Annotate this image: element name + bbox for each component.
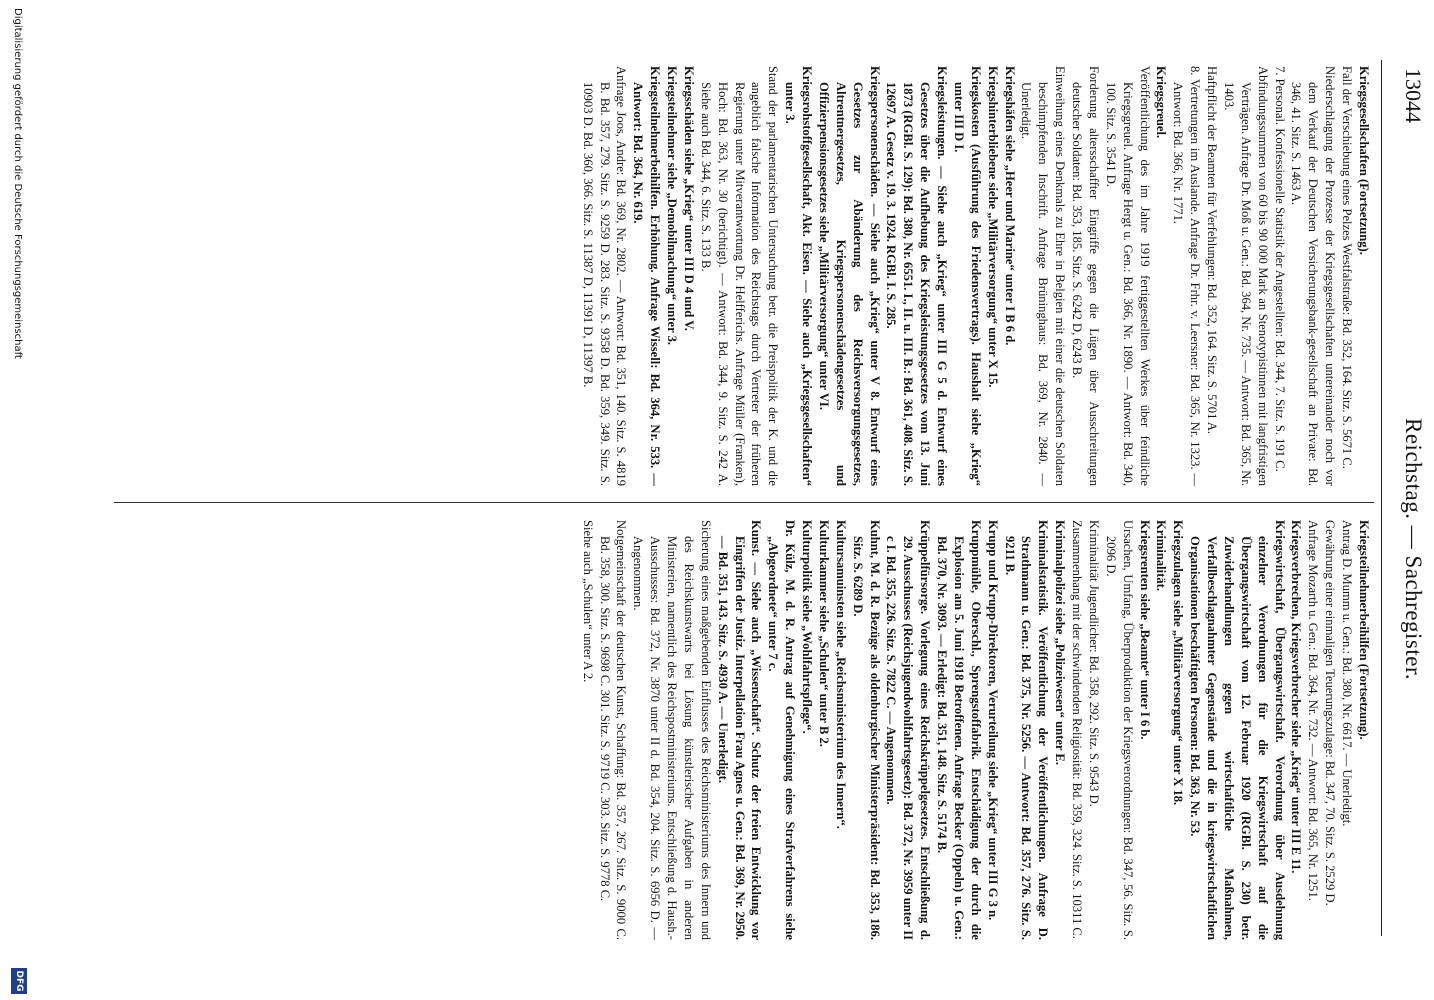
index-entry: 7. Personal. Konfessionelle Statistik der Angestellten: Bd. 344, 7. Sitz. S. 191 C. <box>1272 66 1287 472</box>
index-entry: Kriegsverbrechen, Kriegsverbrecher siehe „Krieg“ unter III E 11. <box>1289 520 1304 874</box>
index-entry: Kriegsteilnehmerbeihilfen (Fortsetzung). <box>1357 520 1371 740</box>
index-entry: Stand der parlamentarischen Untersuchung betr. die Preispolitik der K. und die angeblich falsche Information des Reichstags durch Vertreter der früheren Regierung unter Mitverantwortung Dr. Helfferichs. Anfrage Müller (Franken), Hoch: Bd. 363, Nr. 30 (berichtigt). — Antwort: Bd. 344, 9. Sitz. S. 242 A. Siehe auch Bd. 344, 6. Sitz. S. 133 B. <box>698 66 781 486</box>
index-entry: Krüppelfürsorge. Vorlegung eines Reichskrüppelgesetzes. Entschließung d. 29. Ausschusses (Reichsjugendwohlfahrtsgesetz): Bd. 372, Nr. 3959 unter II c I. Bd. 355, 226. Sitz. S. 7822 C. — Angenommen. <box>884 520 933 940</box>
index-entry: Sicherung eines maßgebenden Einflusses des Reichsministeriums des Innern und des Reichskunstwarts bei Lösung künstlerischer Aufgaben in anderen Ministerien, namentlich des Reichspostministeriums. Entschließung d. Haush.-Ausschusses: Bd. 372, Nr. 3870 unter II d. Bd. 354, 204. Sitz. S. 6956 D. — Angenommen. <box>631 520 713 940</box>
column-divider <box>114 502 1374 503</box>
index-entry: Kriminalstatistik. Veröffentlichung der Veröffentlichungen. Anfrage D. Strathmann u. Gen.: Bd. 375, Nr. 5256. — Antwort: Bd. 357, 276. Sitz. S. 9211 B. <box>1002 520 1051 940</box>
index-entry: Kriegskosten (Ausführung des Friedensvertrags). Haushalt siehe „Krieg“ unter III D I. <box>952 66 983 486</box>
index-entry: Forderung altersschaffter Eingriffe gegen die Lügen über Ausschreitungen deutscher Soldaten: Bd. 353, 185. Sitz. S. 6242 D, 6243 B. <box>1070 66 1101 486</box>
index-entry: Kriminalpolizei siehe „Polizeiwesen“ unter E. <box>1053 520 1068 765</box>
index-entry: Kriegsrenten siehe „Beamte“ unter I 6 b. <box>1137 520 1152 740</box>
index-entry: Zusammenhang mit der schwindenden Religiosität: Bd. 359, 324. Sitz. S. 10311 C. <box>1070 520 1085 939</box>
index-entry: Kriegshinterbliebene siehe „Militärversorgung“ unter X 15. <box>985 66 1000 388</box>
index-entry: Gewährung einer einmaligen Teuerungszulage: Bd. 347, 70. Sitz. S. 2529 D. <box>1323 520 1338 906</box>
index-entry: Kriegsschäden siehe „Krieg“ unter III D 4 und V. <box>682 66 696 331</box>
index-entry: Haftpflicht der Beamten für Verfehlungen: Bd. 352, 164. Sitz. S. 5701 A. <box>1205 66 1220 435</box>
index-entry: Kriegsgesellschaften (Fortsetzung). <box>1357 66 1371 255</box>
page-footer <box>4 0 30 1000</box>
page-header <box>1382 0 1434 1000</box>
index-entry: Kuhnt, M. d. R. Bezüge als oldenburgischer Ministerpräsident: Bd. 353, 186. Sitz. S. 6289 D. <box>850 520 882 940</box>
index-entry: Anfrage Joos, Andre: Bd. 369, Nr. 2802. — Antwort: Bd. 351, 140. Sitz. S. 4819 B. Bd. 357, 279. Sitz. S. 9259 D. 283. Sitz. S. 9358 D. Bd. 359, 349. Sitz. S. 10903 D. Bd. 360, 366. Sitz. S. 11387 D, 11391 D, 11397 B. <box>580 66 629 486</box>
dfg-logo: DFG <box>11 968 27 994</box>
index-entry: Kulturkammer siehe „Schulen“ unter B 2. <box>817 520 831 747</box>
index-entry: Veröffentlichung des im Jahre 1919 fertiggestellten Werkes über feindliche Kriegsgreuel. Anfrage Hergt u. Gen.: Bd. 366, Nr. 1890. — Antwort: Bd. 340, 100. Sitz. S. 3541 D. <box>1103 66 1152 486</box>
index-entry: Kulturpolitik siehe „Wohlfahrtspflege“. <box>800 520 815 734</box>
index-entry: Kriegsgreuel. <box>1154 66 1169 139</box>
index-entry: Kruppmühle, Oberschl., Sprengstoffabrik. Entschädigung der durch die Explosion am 5. Juni 1918 Betroffenen. Anfrage Becker (Oppeln) u. Gen.: Bd. 370, Nr. 3093. — Erledigt: Bd. 351, 148. Sitz. S. 5174 B. <box>935 520 983 940</box>
index-entry: Kriegsrohstoffgesellschaft, Akt. Eisen. — Siehe auch „Kriegsgesellschaften“ unter 3. <box>783 66 815 486</box>
left-column <box>112 66 1372 486</box>
index-entry: Einweihung eines Denkmals zu Ehre in Belgien mit einer die deutschen Soldaten beschimpfenden Inschrift. Anfrage Brüninghaus: Bd. 369, Nr. 2840. — Unerledigt. <box>1019 66 1068 486</box>
index-entry: Fall der Verschiebung eines Pelzes Westfalstraße: Bd. 352, 164. Sitz. S. 5671 C. <box>1340 66 1355 469</box>
index-entry: Kriegsteilnehmer siehe „Demobilmachung“ unter 3. <box>665 66 680 346</box>
index-entry: Notgemeinschaft der deutschen Kunst, Schaffung: Bd. 357, 267. Sitz. S. 9000 C. Bd. 358, 300. Sitz. S. 9698 C. 301. Sitz. S. 9719 C. 303. Sitz. S. 9778 C. <box>597 520 629 940</box>
index-entry: Kultursamuinsten siehe „Reichsministerium des Innern“. <box>833 520 848 829</box>
index-entry: 8. Vertretungen im Auslande. Anfrage Dr. Frhr. v. Leersner: Bd. 365, Nr. 1323. — Antwort: Bd. 366, Nr. 1771. <box>1171 66 1203 486</box>
index-entry: Antrag D. Mumm u. Gen.: Bd. 380, Nr. 6617. — Unerledigt. <box>1340 520 1355 827</box>
index-entry: Ursachen, Umfang, Überproduktion der Kriegsverordnungen: Bd. 347, 56. Sitz. S. 2096 D. <box>1103 520 1135 940</box>
index-entry: Kriegspersonenschäden. — Siehe auch „Krieg“ unter V 8. Entwurf eines Gesetzes zur Abänderung des Reichsversorgungsgesetzes, Altrentnergesetzes, Kriegspersonenschädengesetzes und Offizierpensionsgesetzes siehe „Militärversorgung“ unter VI. <box>817 66 882 486</box>
index-entry: Krupp und Krupp-Direktoren, Verurteilung siehe „Krieg“ unter III G 3 n. <box>985 520 1000 921</box>
header-rule <box>1381 60 1382 936</box>
right-column <box>112 520 1372 940</box>
index-entry: Kunst. — Siehe auch „Wissenschaft“. Schutz der freien Entwicklung vor Eingriffen der Justiz. Interpellation Frau Agnes u. Gen.: Bd. 369, Nr. 2950. — Bd. 351, 143. Sitz. S. 4930 A. — Unerledigt. <box>715 520 764 940</box>
index-entry: Kriegshäfen siehe „Heer und Marine“ unter I B 6 d. <box>1002 66 1017 346</box>
index-entry: Abfindungssummen von 60 bis 90 000 Mark an Stenotypistinnen mit langfristigen Verträgen. Anfrage Dr. Moß u. Gen.: Bd. 364, Nr. 735. — Antwort: Bd. 365, Nr. 1403. <box>1222 66 1270 486</box>
index-entry: Kriegszulagen siehe „Militärversorgung“ unter X 18. <box>1171 520 1186 806</box>
index-entry: Niederschlagung der Prozesse der Kriegsgesellschaften untereinander noch vor dem Verkauf der Deutschen Versicherungsbank-gesellschaft an Private: Bd. 346, 41. Sitz. S. 1463 A. <box>1289 66 1338 486</box>
footer-text: Digitalisierung gefördert durch die Deutsche Forschungsgemeinschaft <box>12 8 23 359</box>
index-entry: Kriminalität Jugendlicher: Bd. 358, 292. Sitz. S. 9543 D. <box>1087 520 1101 807</box>
index-entry: Dr. Külz, M. d. R. Antrag auf Genehmigung eines Strafverfahrens siehe „Abgeordnete“ unter 7 c. <box>766 520 798 940</box>
index-entry: Kriegsleistungen. — Siehe auch „Krieg“ unter III G 5 d. Entwurf eines Gesetzes über die Aufhebung des Kriegsleistungsgesetzes vom 13. Juni 1873 (RGBl. S. 129): Bd. 380, Nr. 6551. I., II. u. III. B.: Bd. 361, 408. Sitz. S. 12697 A. Gesetz v. 19. 3. 1924. RGBl. I. S. 285. <box>884 66 950 486</box>
index-entry: Siehe auch „Schulen“ unter A 2. <box>580 520 595 683</box>
page-title: Reichstag. — Sachregister. <box>1401 418 1426 681</box>
page-number: 13044 <box>1401 68 1426 123</box>
index-entry: Kriegsteilnehmerbeihilfen. Erhöhung. Anfrage Wissell: Bd. 364, Nr. 533. — Antwort: Bd. 364, Nr. 619. <box>631 66 663 486</box>
index-entry: Kriminalität. <box>1154 520 1169 592</box>
index-entry: Kriegswirtschaft, Übergangswirtschaft. Verordnung über Ausdehnung einzelner Verordnungen für die Kriegswirtschaft auf die Übergangswirtschaft vom 12. Februar 1920 (RGBl. S. 230) betr. Zuwiderhandlungen gegen wirtschaftliche Maßnahmen, Verfallbeschlagnahmter Gegenstände und die in kriegswirtschaftlichen Organisationen beschäftigten Personen: Bd. 363, Nr. 53. <box>1188 520 1287 940</box>
index-entry: Anfrage Mozarth u. Gen.: Bd. 364, Nr. 732. — Antwort: Bd. 365, Nr. 1251. <box>1306 520 1321 901</box>
